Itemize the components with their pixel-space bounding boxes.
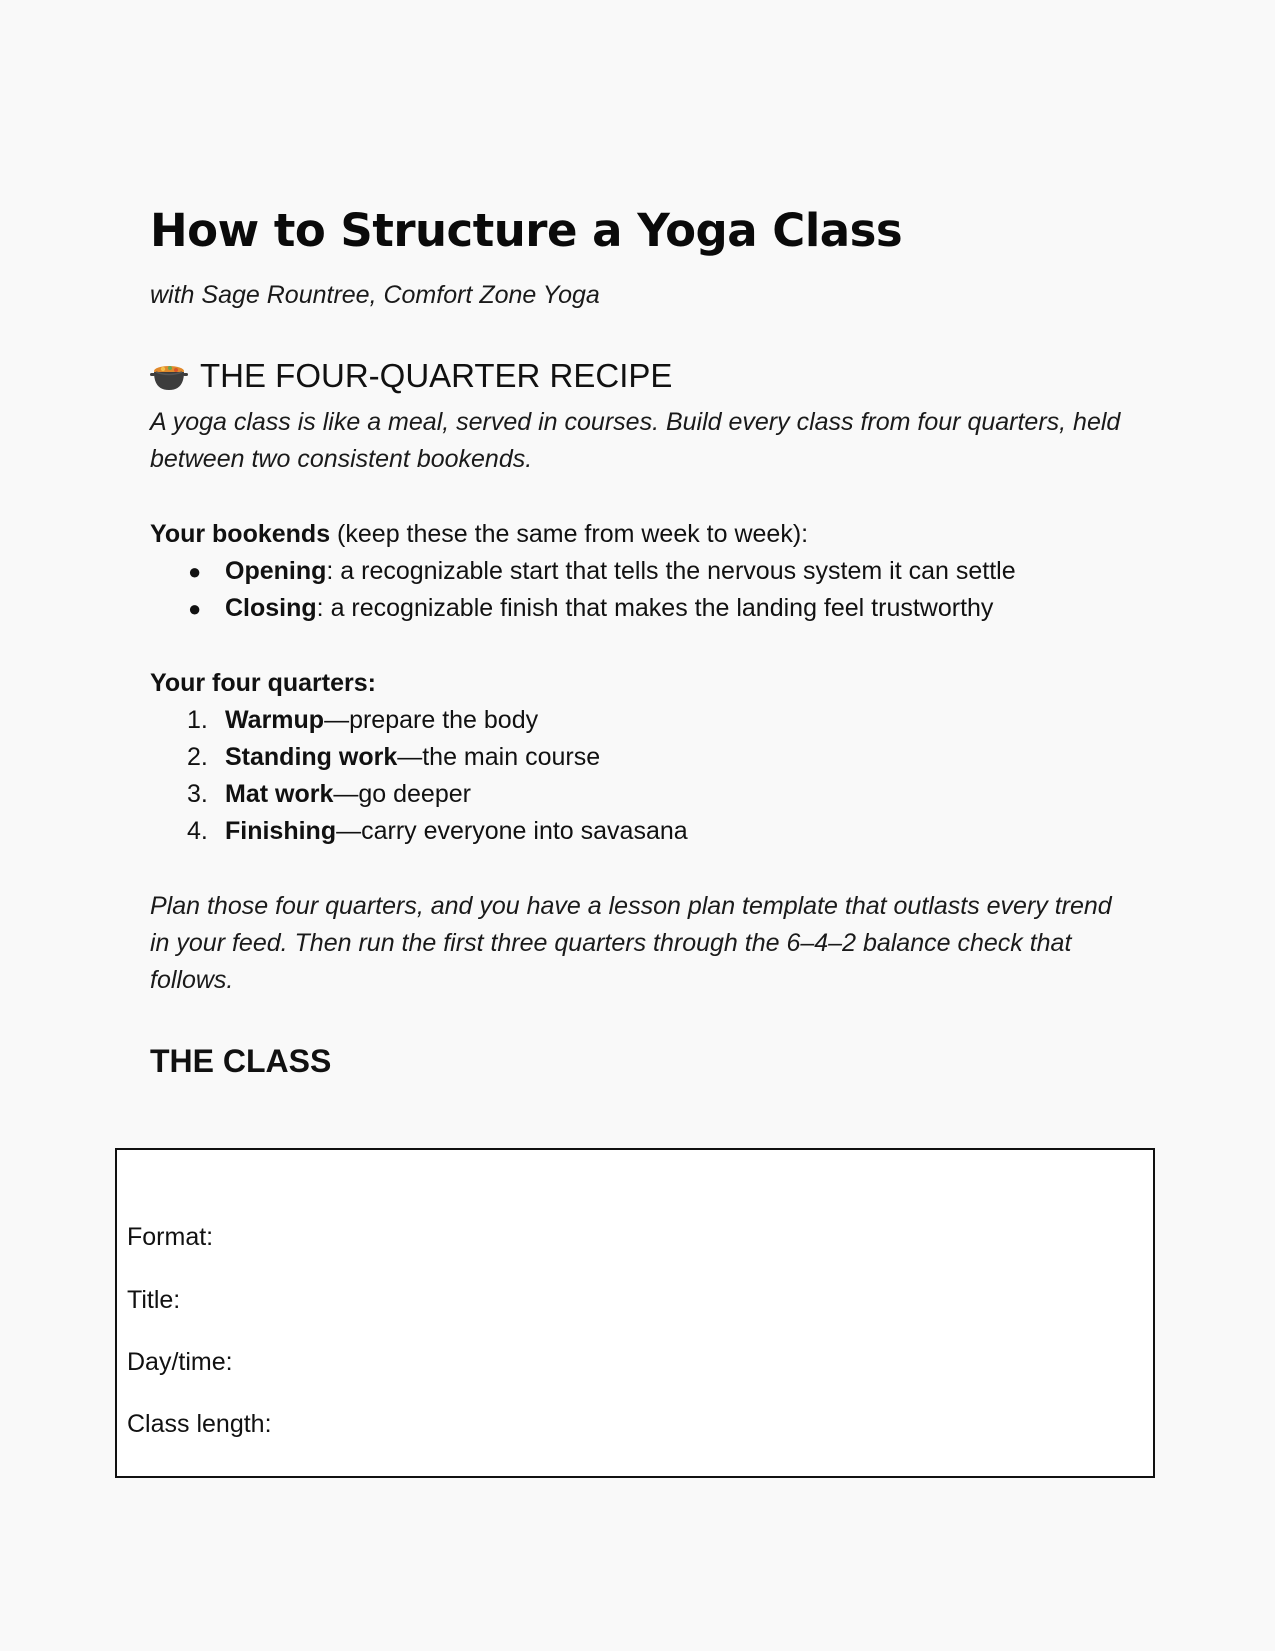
list-item-number: 1. <box>187 706 208 734</box>
list-item-desc: : a recognizable start that tells the nervous system it can settle <box>326 557 1016 585</box>
list-item-term: Mat work <box>225 780 334 808</box>
list-item-number: 4. <box>187 817 208 845</box>
list-item <box>150 553 1125 590</box>
title-field[interactable]: Title: <box>127 1286 181 1314</box>
page-title: How to Structure a Yoga Class <box>150 204 903 257</box>
recipe-heading-text: THE FOUR-QUARTER RECIPE <box>200 357 673 394</box>
list-item-number: 3. <box>187 780 208 808</box>
list-item <box>150 702 1125 739</box>
pot-of-food-icon <box>150 359 188 393</box>
list-item <box>150 590 1125 627</box>
recipe-heading <box>150 354 1125 398</box>
bookends-label-note: (keep these the same from week to week): <box>330 520 809 548</box>
list-item <box>150 776 1125 813</box>
quarters-label <box>150 665 1125 702</box>
bullet-icon: ● <box>188 559 202 584</box>
bookends-label <box>150 516 1125 553</box>
closing-note: Plan those four quarters, and you have a lesson plan template that outlasts every trend in your feed. Then run the first three quarters through the 6–4–2 balance check that follows. <box>150 892 1112 994</box>
list-item-term: Closing <box>225 594 317 622</box>
page-subtitle: with Sage Rountree, Comfort Zone Yoga <box>150 281 600 309</box>
bookends-list <box>150 553 1125 627</box>
list-item <box>150 813 1125 850</box>
list-item-term: Standing work <box>225 743 398 771</box>
list-item-term: Warmup <box>225 706 325 734</box>
list-item-desc: —the main course <box>397 743 601 771</box>
bookends-label-bold: Your bookends <box>150 520 331 548</box>
list-item-desc: —go deeper <box>333 780 471 808</box>
document-body <box>150 196 1125 1083</box>
list-item <box>150 739 1125 776</box>
list-item-number: 2. <box>187 743 208 771</box>
bullet-icon: ● <box>188 596 202 621</box>
recipe-intro: A yoga class is like a meal, served in courses. Build every class from four quarters, held between two consistent bookends. <box>150 408 1121 473</box>
day-time-field[interactable]: Day/time: <box>127 1348 233 1376</box>
class-heading: THE CLASS <box>150 1043 332 1079</box>
quarters-list <box>150 702 1125 850</box>
list-item-term: Finishing <box>225 817 337 845</box>
list-item-term: Opening <box>225 557 327 585</box>
list-item-desc: —prepare the body <box>324 706 539 734</box>
class-length-field[interactable]: Class length: <box>127 1410 272 1438</box>
list-item-desc: : a recognizable finish that makes the landing feel trustworthy <box>316 594 994 622</box>
class-details-box <box>115 1148 1155 1478</box>
format-field[interactable]: Format: <box>127 1223 214 1251</box>
quarters-label-bold: Your four quarters: <box>150 669 376 697</box>
list-item-desc: —carry everyone into savasana <box>336 817 688 845</box>
